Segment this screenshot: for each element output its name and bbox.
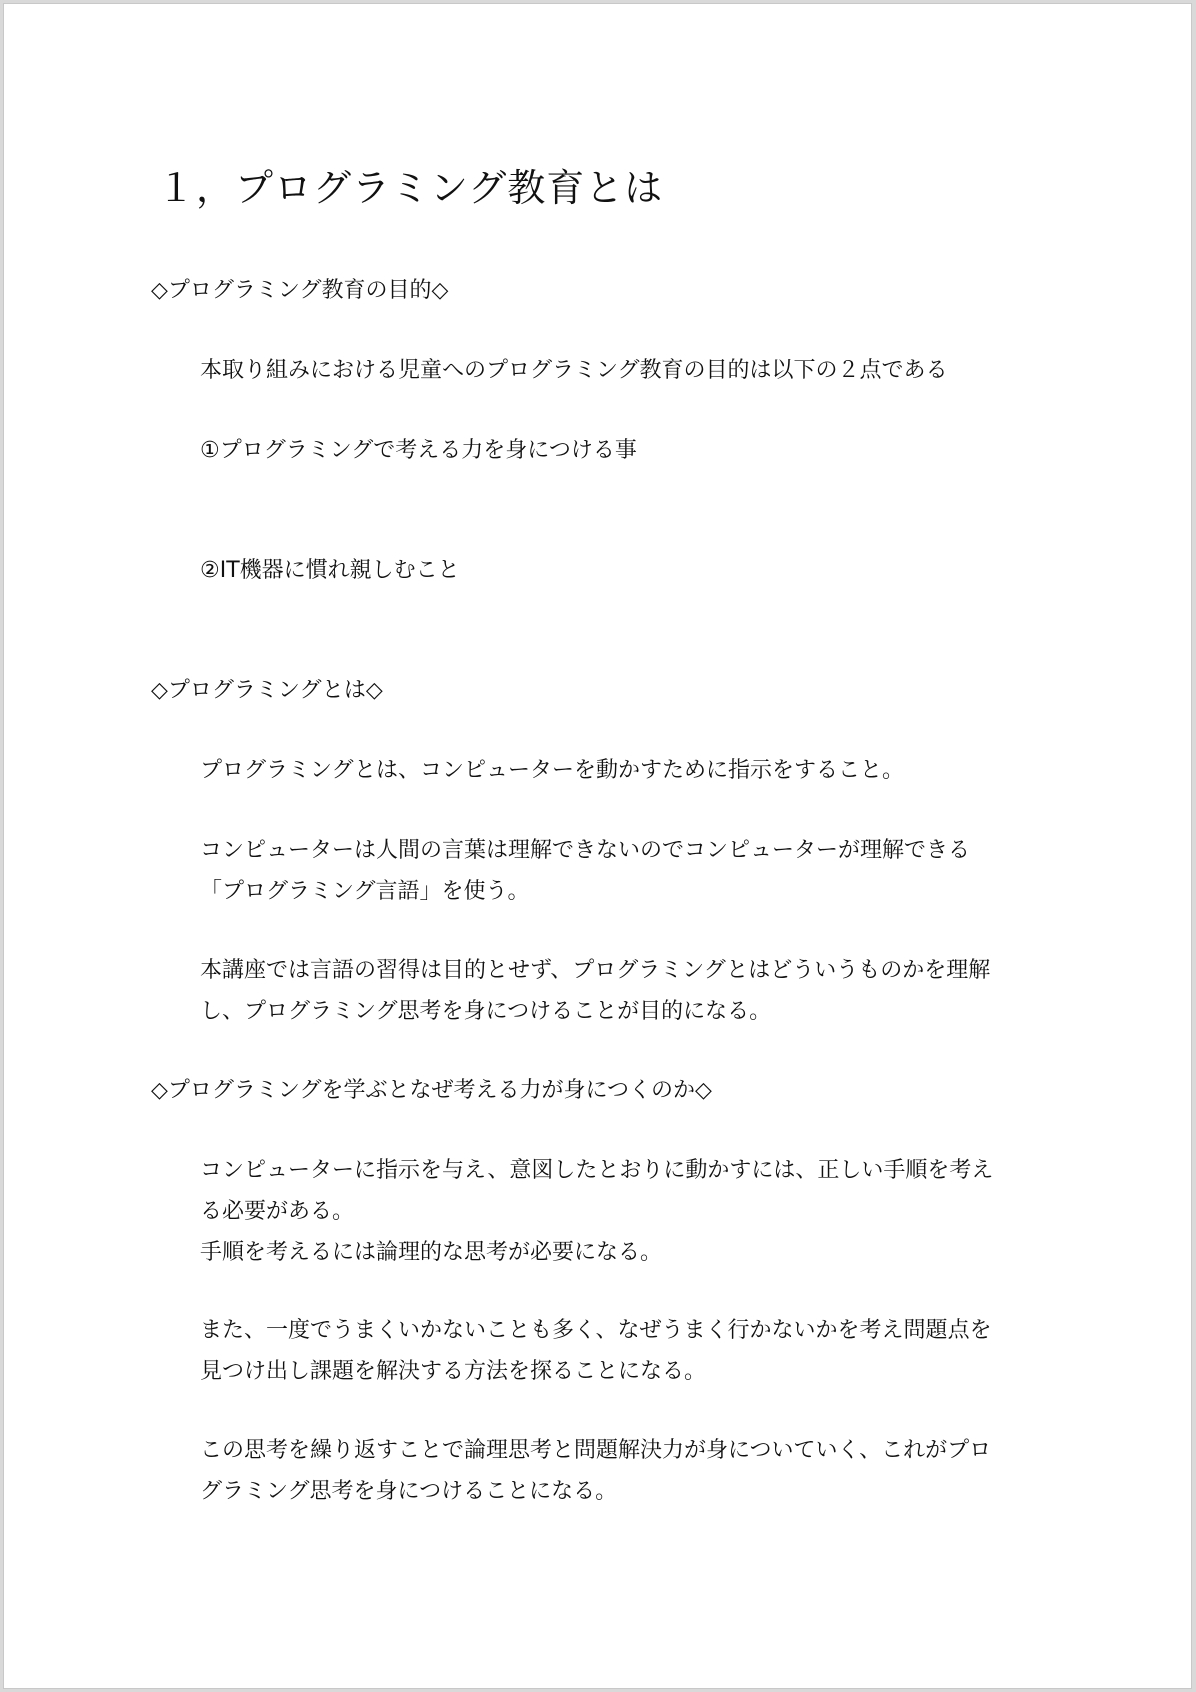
list-item: ①プログラミングで考える力を身につける事 xyxy=(200,438,637,463)
paragraph: 本講座では言語の習得は目的とせず、プログラミングとはどういうものかを理解 し、プログラミング思考を身につけることが目的になる。 xyxy=(200,958,991,1024)
paragraph: この思考を繰り返すことで論理思考と問題解決力が身についていく、これがプロ グラミング思考を身につけることになる。 xyxy=(200,1438,992,1504)
document-page xyxy=(3,3,1192,1689)
list-item: ②IT機器に慣れ親しむこと xyxy=(200,558,460,583)
page-title: １，プログラミング教育とは xyxy=(157,166,664,210)
paragraph: コンピューターは人間の言葉は理解できないのでコンピューターが理解できる 「プログラミング言語」を使う。 xyxy=(200,838,971,904)
paragraph: プログラミングとは、コンピューターを動かすために指示をすること。 xyxy=(200,758,905,783)
paragraph: また、一度でうまくいかないことも多く、なぜうまく行かないかを考え問題点を 見つけ出し課題を解決する方法を探ることになる。 xyxy=(200,1318,992,1384)
paragraph: コンピューターに指示を与え、意図したとおりに動かすには、正しい手順を考え る必要がある。 手順を考えるには論理的な思考が必要になる。 xyxy=(200,1158,994,1265)
section-heading-what-is: ◇プログラミングとは◇ xyxy=(151,678,383,703)
paragraph: 本取り組みにおける児童へのプログラミング教育の目的は以下の２点である xyxy=(200,358,948,383)
section-heading-why: ◇プログラミングを学ぶとなぜ考える力が身につくのか◇ xyxy=(151,1078,712,1103)
section-heading-purpose: ◇プログラミング教育の目的◇ xyxy=(151,278,449,303)
